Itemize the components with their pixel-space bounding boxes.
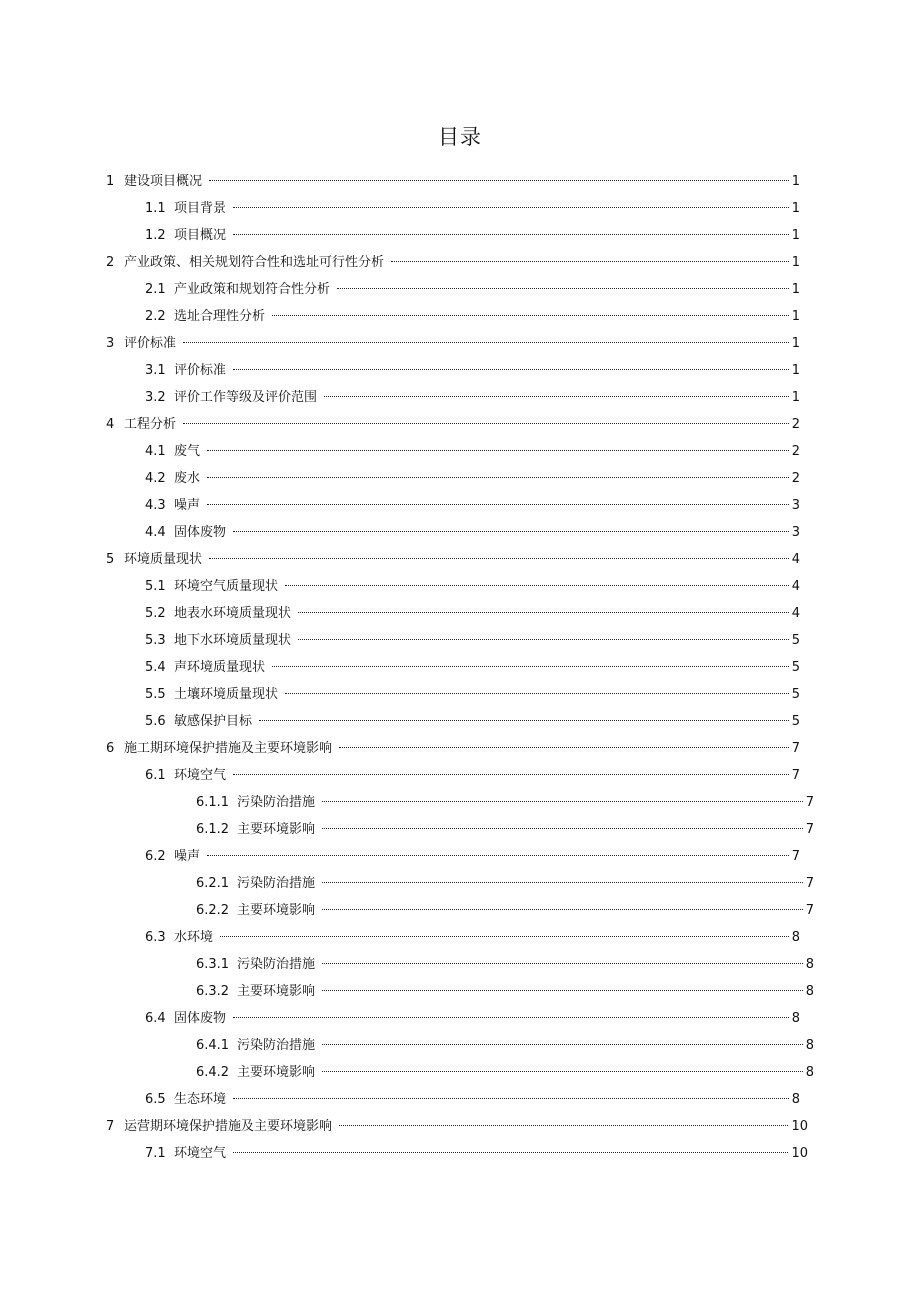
toc-entry-number: 6.2.1 <box>196 876 230 891</box>
toc-entry-number: 2.2 <box>145 309 166 324</box>
toc-entry-page: 8 <box>805 984 814 999</box>
toc-leader-dots <box>207 450 789 451</box>
toc-leader-dots <box>337 288 789 289</box>
toc-entry-title: 项目概况 <box>174 228 227 243</box>
toc-entry-page: 7 <box>791 768 800 783</box>
toc-leader-dots <box>233 1152 788 1153</box>
toc-entry-page: 8 <box>805 1065 814 1080</box>
toc-leader-dots <box>322 882 803 883</box>
toc-entry-number: 5.4 <box>145 660 166 675</box>
toc-entry-page: 2 <box>791 471 800 486</box>
toc-leader-dots <box>339 747 789 748</box>
toc-leader-dots <box>298 639 789 640</box>
toc-entry-number: 3.1 <box>145 363 166 378</box>
toc-entry-title: 固体废物 <box>174 525 227 540</box>
toc-entry-number: 5.2 <box>145 606 166 621</box>
toc-leader-dots <box>322 909 803 910</box>
toc-entry-title: 固体废物 <box>174 1011 227 1026</box>
toc-entry[interactable] <box>196 897 814 924</box>
toc-entry-title: 施工期环境保护措施及主要环境影响 <box>124 741 333 756</box>
toc-entry-number: 4.2 <box>145 471 166 486</box>
toc-entry-number: 4.1 <box>145 444 166 459</box>
toc-entry[interactable] <box>145 843 800 870</box>
toc-entry-title: 污染防治措施 <box>237 1038 316 1053</box>
toc-entry-page: 7 <box>805 903 814 918</box>
toc-entry[interactable] <box>145 384 800 411</box>
toc-entry-number: 6.2.2 <box>196 903 230 918</box>
toc-entry-number: 7 <box>106 1119 115 1134</box>
toc-entry-page: 2 <box>791 417 800 432</box>
toc-leader-dots <box>207 477 789 478</box>
toc-entry-title: 产业政策、相关规划符合性和选址可行性分析 <box>124 255 385 270</box>
toc-entry-number: 6.4.2 <box>196 1065 230 1080</box>
toc-entry-number: 6.1.2 <box>196 822 230 837</box>
toc-entry-number: 5.5 <box>145 687 166 702</box>
toc-entry[interactable] <box>196 978 814 1005</box>
toc-entry-page: 7 <box>805 795 814 810</box>
toc-entry-page: 1 <box>791 390 800 405</box>
toc-entry-page: 3 <box>791 525 800 540</box>
toc-entry-number: 2 <box>106 255 115 270</box>
toc-entry-title: 噪声 <box>174 849 201 864</box>
toc-entry[interactable] <box>106 168 800 195</box>
toc-entry-page: 5 <box>791 687 800 702</box>
toc-leader-dots <box>259 720 789 721</box>
toc-entry[interactable] <box>145 438 800 465</box>
toc-entry[interactable] <box>106 330 800 357</box>
toc-entry-title: 产业政策和规划符合性分析 <box>174 282 331 297</box>
toc-entry-title: 主要环境影响 <box>237 1065 316 1080</box>
toc-leader-dots <box>322 801 803 802</box>
toc-entry-title: 环境质量现状 <box>124 552 203 567</box>
toc-leader-dots <box>322 1044 803 1045</box>
toc-entry-page: 10 <box>791 1119 808 1134</box>
toc-leader-dots <box>233 1017 789 1018</box>
toc-entry-title: 主要环境影响 <box>237 822 316 837</box>
toc-entry[interactable] <box>145 195 800 222</box>
toc-entry-page: 8 <box>791 1092 800 1107</box>
toc-entry-title: 污染防治措施 <box>237 957 316 972</box>
toc-entry-number: 6.3 <box>145 930 166 945</box>
toc-entry[interactable] <box>196 816 814 843</box>
toc-entry-number: 6 <box>106 741 115 756</box>
toc-entry-page: 1 <box>791 174 800 189</box>
toc-entry-number: 5.6 <box>145 714 166 729</box>
toc-entry-number: 6.3.2 <box>196 984 230 999</box>
toc-entry-title: 噪声 <box>174 498 201 513</box>
toc-entry-number: 5.1 <box>145 579 166 594</box>
toc-entry-number: 1 <box>106 174 115 189</box>
toc-entry-number: 6.1.1 <box>196 795 230 810</box>
toc-entry[interactable] <box>106 735 800 762</box>
toc-entry-number: 4 <box>106 417 115 432</box>
toc-entry-title: 水环境 <box>174 930 214 945</box>
toc-leader-dots <box>272 315 789 316</box>
toc-entry-title: 废气 <box>174 444 201 459</box>
toc-entry-page: 4 <box>791 606 800 621</box>
toc-entry-page: 8 <box>791 930 800 945</box>
toc-entry[interactable] <box>145 222 800 249</box>
toc-entry[interactable] <box>106 1113 808 1140</box>
toc-entry-number: 6.1 <box>145 768 166 783</box>
toc-entry-number: 6.4 <box>145 1011 166 1026</box>
toc-leader-dots <box>183 423 789 424</box>
toc-leader-dots <box>322 1071 803 1072</box>
toc-entry-page: 7 <box>805 876 814 891</box>
toc-entry[interactable] <box>145 654 800 681</box>
toc-leader-dots <box>322 990 803 991</box>
toc-entry[interactable] <box>145 600 800 627</box>
toc-entry-title: 废水 <box>174 471 201 486</box>
toc-entry[interactable] <box>145 519 800 546</box>
toc-leader-dots <box>233 1098 789 1099</box>
toc-entry-number: 6.3.1 <box>196 957 230 972</box>
toc-entry[interactable] <box>145 924 800 951</box>
toc-leader-dots <box>209 558 789 559</box>
toc-leader-dots <box>272 666 789 667</box>
toc-entry-number: 7.1 <box>145 1146 166 1161</box>
toc-entry-number: 3.2 <box>145 390 166 405</box>
toc-leader-dots <box>209 180 789 181</box>
toc-entry-title: 地下水环境质量现状 <box>174 633 292 648</box>
toc-leader-dots <box>220 936 789 937</box>
toc-leader-dots <box>285 585 789 586</box>
toc-entry-title: 环境空气 <box>174 1146 227 1161</box>
toc-entry-title: 项目背景 <box>174 201 227 216</box>
toc-entry-number: 1.2 <box>145 228 166 243</box>
toc-leader-dots <box>324 396 789 397</box>
toc-entry-number: 6.5 <box>145 1092 166 1107</box>
toc-entry-page: 1 <box>791 336 800 351</box>
toc-leader-dots <box>339 1125 788 1126</box>
toc-leader-dots <box>322 828 803 829</box>
toc-leader-dots <box>322 963 803 964</box>
toc-entry-page: 1 <box>791 363 800 378</box>
toc-entry-number: 2.1 <box>145 282 166 297</box>
toc-leader-dots <box>233 234 789 235</box>
toc-entry-page: 8 <box>805 957 814 972</box>
toc-entry[interactable] <box>145 1140 808 1167</box>
toc-leader-dots <box>391 261 789 262</box>
toc-entry-title: 生态环境 <box>174 1092 227 1107</box>
toc-entry-title: 土壤环境质量现状 <box>174 687 279 702</box>
toc-leader-dots <box>233 531 789 532</box>
toc-entry-number: 4.3 <box>145 498 166 513</box>
toc-leader-dots <box>298 612 789 613</box>
toc-entry-title: 评价标准 <box>124 336 177 351</box>
toc-entry[interactable] <box>145 465 800 492</box>
toc-entry-page: 10 <box>791 1146 808 1161</box>
toc-leader-dots <box>207 504 789 505</box>
toc-entry-page: 1 <box>791 255 800 270</box>
toc-entry-title: 评价标准 <box>174 363 227 378</box>
toc-entry-page: 7 <box>791 849 800 864</box>
toc-entry-number: 5 <box>106 552 115 567</box>
toc-entry-title: 污染防治措施 <box>237 876 316 891</box>
toc-entry[interactable] <box>106 546 800 573</box>
toc-entry[interactable] <box>196 951 814 978</box>
toc-entry[interactable] <box>145 708 800 735</box>
toc-entry-page: 3 <box>791 498 800 513</box>
toc-entry-title: 选址合理性分析 <box>174 309 266 324</box>
toc-entry-page: 1 <box>791 201 800 216</box>
toc-entry[interactable] <box>145 573 800 600</box>
toc-entry-page: 5 <box>791 633 800 648</box>
toc-entry[interactable] <box>145 276 800 303</box>
toc-entry-page: 1 <box>791 282 800 297</box>
toc-entry-number: 4.4 <box>145 525 166 540</box>
toc-leader-dots <box>285 693 789 694</box>
toc-entry-title: 运营期环境保护措施及主要环境影响 <box>124 1119 333 1134</box>
toc-entry-title: 敏感保护目标 <box>174 714 253 729</box>
toc-entry[interactable] <box>145 681 800 708</box>
toc-entry-title: 污染防治措施 <box>237 795 316 810</box>
toc-entry[interactable] <box>145 1005 800 1032</box>
toc-entry-page: 7 <box>805 822 814 837</box>
toc-entry-title: 主要环境影响 <box>237 984 316 999</box>
toc-leader-dots <box>233 774 789 775</box>
toc-entry-number: 1.1 <box>145 201 166 216</box>
toc-entry-page: 4 <box>791 579 800 594</box>
toc-entry-page: 8 <box>791 1011 800 1026</box>
toc-entry-page: 1 <box>791 228 800 243</box>
toc-entry[interactable] <box>196 870 814 897</box>
toc-entry-title: 主要环境影响 <box>237 903 316 918</box>
toc-entry[interactable] <box>145 357 800 384</box>
toc-entry[interactable] <box>145 627 800 654</box>
toc-entry-number: 5.3 <box>145 633 166 648</box>
toc-entry-title: 地表水环境质量现状 <box>174 606 292 621</box>
toc-entry-title: 环境空气质量现状 <box>174 579 279 594</box>
toc-entry[interactable] <box>106 249 800 276</box>
toc-entry-page: 4 <box>791 552 800 567</box>
toc-entry-title: 环境空气 <box>174 768 227 783</box>
toc-entry-title: 建设项目概况 <box>124 174 203 189</box>
toc-entry-page: 1 <box>791 309 800 324</box>
toc-entry-title: 评价工作等级及评价范围 <box>174 390 318 405</box>
page-title: 目录 <box>438 125 482 149</box>
toc-entry[interactable] <box>196 1032 814 1059</box>
toc-entry-title: 工程分析 <box>124 417 177 432</box>
toc-entry-title: 声环境质量现状 <box>174 660 266 675</box>
toc-entry[interactable] <box>196 1059 814 1086</box>
toc-entry[interactable] <box>145 762 800 789</box>
toc-entry-page: 5 <box>791 714 800 729</box>
toc-entry[interactable] <box>196 789 814 816</box>
toc-entry-page: 2 <box>791 444 800 459</box>
toc-entry-number: 3 <box>106 336 115 351</box>
toc-entry[interactable] <box>145 1086 800 1113</box>
toc-leader-dots <box>233 207 789 208</box>
toc-entry[interactable] <box>145 303 800 330</box>
toc-leader-dots <box>207 855 789 856</box>
toc-entry[interactable] <box>106 411 800 438</box>
toc-entry-page: 8 <box>805 1038 814 1053</box>
toc-entry[interactable] <box>145 492 800 519</box>
toc-leader-dots <box>183 342 789 343</box>
toc-entry-page: 7 <box>791 741 800 756</box>
toc-entry-page: 5 <box>791 660 800 675</box>
toc-entry-number: 6.2 <box>145 849 166 864</box>
toc-entry-number: 6.4.1 <box>196 1038 230 1053</box>
toc-leader-dots <box>233 369 789 370</box>
